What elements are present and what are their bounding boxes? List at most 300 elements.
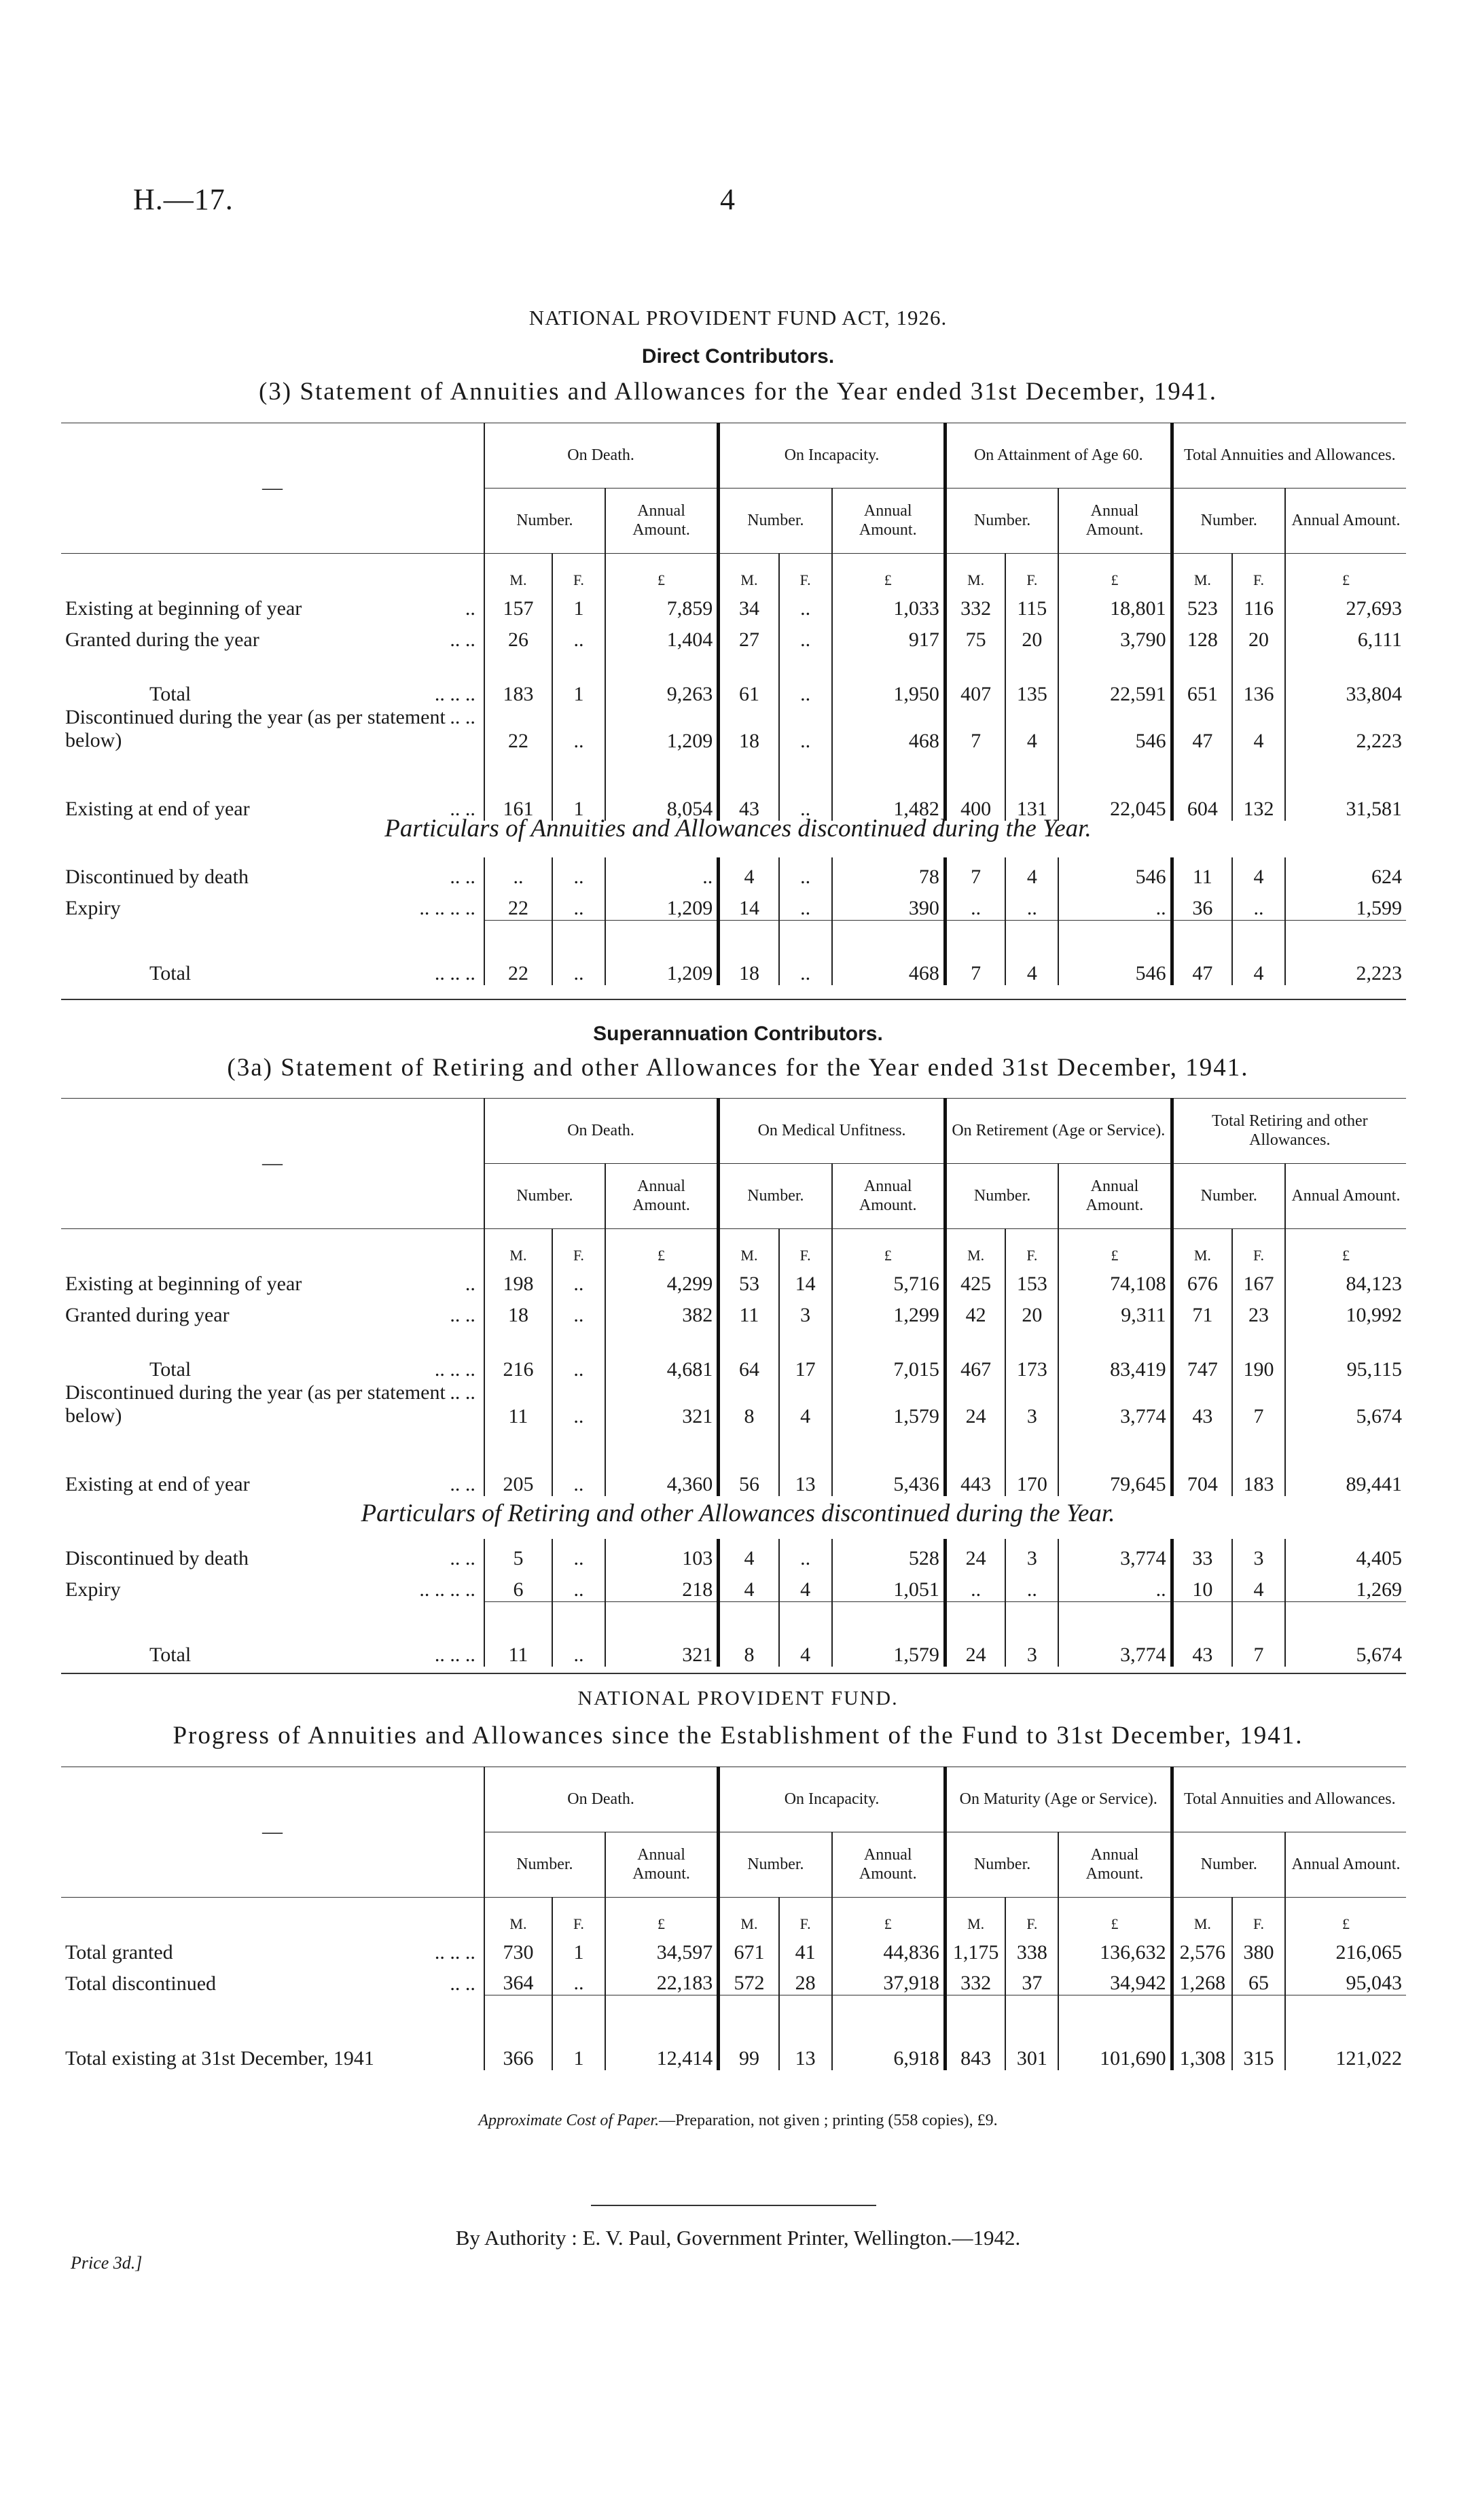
table-cell: 18,801 [1058,589,1172,620]
column-group-header: Total Retiring and other Allowances. [1172,1099,1406,1164]
table-cell: 216,065 [1285,1933,1406,1964]
leader-dots: .. .. [450,1381,475,1404]
column-group-header: On Death. [484,1767,719,1832]
table-cell: 14 [779,1264,832,1296]
table-cell: 43 [1172,1601,1232,1667]
page-number: 4 [720,183,735,216]
table-cell: 3 [1005,1539,1058,1570]
fund-heading: NATIONAL PROVIDENT FUND. [577,1687,899,1709]
table-cell: 7,015 [832,1327,946,1381]
table-cell: 4,360 [605,1428,719,1496]
female-unit: F. [1005,1898,1058,1933]
table-cell: 747 [1172,1327,1232,1381]
table-row [61,920,1406,985]
table-cell: 190 [1232,1327,1285,1381]
statement-3a-title: (3a) Statement of Retiring and other Allowances for the Year ended 31st December, 1941. [227,1054,1249,1082]
male-unit: M. [484,1898,552,1933]
number-header: Number. [945,1164,1058,1229]
annual-amount-header: Annual Amount. [605,1832,719,1898]
pound-unit: £ [1058,554,1172,589]
number-header: Number. [484,1832,605,1898]
table-cell: 5 [484,1539,552,1570]
table-cell: 95,043 [1285,1964,1406,1995]
table-cell: 1,209 [605,706,719,753]
table-cell: 135 [1005,652,1058,706]
table-cell: .. [1232,889,1285,920]
pound-unit: £ [605,1898,719,1933]
table-cell: .. [779,706,832,753]
table-cell: 1 [552,652,605,706]
table-cell: 4 [779,1381,832,1428]
leader-dots: .. .. [450,1972,475,1995]
table-cell: 10 [1172,1570,1232,1601]
table-cell: 89,441 [1285,1428,1406,1496]
table-cell: 20 [1005,620,1058,652]
table-cell: 4 [1005,857,1058,889]
pound-unit: £ [832,1898,946,1933]
table-cell: 6 [484,1570,552,1601]
group-header-row [61,423,1406,489]
statement-3a-table [61,1098,1406,1496]
row-label-cell [61,589,484,620]
number-header: Number. [719,489,832,554]
male-unit: M. [1172,554,1232,589]
table-cell: 75 [945,620,1005,652]
table-row [61,1539,1406,1570]
table-cell: 382 [605,1296,719,1327]
table-cell: 704 [1172,1428,1232,1496]
table-cell: 7 [945,920,1005,985]
table-cell: 22,045 [1058,753,1172,821]
table-cell: 4,405 [1285,1539,1406,1570]
table-cell: 173 [1005,1327,1058,1381]
table-cell: 115 [1005,589,1058,620]
row-label: Total discontinued [65,1972,217,1995]
table-cell: 321 [605,1381,719,1428]
table-cell: 1,051 [832,1570,946,1601]
number-header: Number. [484,1164,605,1229]
table-cell: 3 [1005,1601,1058,1667]
table-row [61,1327,1406,1381]
table-cell: 332 [945,1964,1005,1995]
table-cell: 95,115 [1285,1327,1406,1381]
leader-dots: .. .. .. [434,962,475,984]
table-row [61,1381,1406,1428]
table-cell: 9,263 [605,652,719,706]
female-unit: F. [552,1898,605,1933]
female-unit: F. [1005,554,1058,589]
table-cell: 157 [484,589,552,620]
table-cell: 183 [1232,1428,1285,1496]
female-unit: F. [1232,1229,1285,1264]
table-cell: 5,436 [832,1428,946,1496]
table-cell: 2,223 [1285,920,1406,985]
row-label-cell [61,857,484,889]
table-cell: 8 [719,1381,779,1428]
table-cell: 2,223 [1285,706,1406,753]
stub-header [61,1099,484,1229]
row-label: Existing at end of year [65,797,250,820]
table-cell: 43 [719,753,779,821]
row-label: Discontinued by death [65,866,249,888]
direct-contributors-heading: Direct Contributors. [641,345,835,368]
table-cell: 34,942 [1058,1964,1172,1995]
table-cell: 3 [779,1296,832,1327]
table-cell: 18 [719,920,779,985]
table-cell: 56 [719,1428,779,1496]
table-cell: .. [552,1570,605,1601]
column-group-header: On Incapacity. [719,423,946,489]
table-cell: 3,774 [1058,1539,1172,1570]
table-cell: .. [779,920,832,985]
table-cell: .. [1005,1570,1058,1601]
table-cell: 26 [484,620,552,652]
male-unit: M. [719,1898,779,1933]
table-cell: 5,674 [1285,1381,1406,1428]
leader-dots: .. .. .. [434,682,475,705]
annual-amount-header: Annual Amount. [605,1164,719,1229]
table-row [61,1601,1406,1667]
stub-dash: — [262,1820,283,1843]
table-row [61,1264,1406,1296]
table-cell: 4 [1232,920,1285,985]
row-label-cell [61,1995,484,2070]
annual-amount-header: Annual Amount. [832,489,946,554]
superannuation-contributors-heading: Superannuation Contributors. [593,1023,883,1045]
table-cell: 1,209 [605,920,719,985]
leader-dots: .. .. .. .. [419,897,475,919]
leader-dots: .. .. [450,1303,475,1326]
annual-amount-header: Annual Amount. [1285,1164,1406,1229]
table-cell: 20 [1005,1296,1058,1327]
unit-row [61,554,1406,589]
table-cell: 23 [1232,1296,1285,1327]
table-cell: 78 [832,857,946,889]
printer-authority: By Authority : E. V. Paul, Government Printer, Wellington.—1942. [455,2226,1021,2250]
table-cell: 1,579 [832,1601,946,1667]
table-cell: 4 [1005,706,1058,753]
table-row [61,1995,1406,2070]
number-header: Number. [945,489,1058,554]
table-cell: 11 [484,1601,552,1667]
row-label-cell [61,1381,484,1428]
table-cell: 4 [1232,857,1285,889]
number-header: Number. [719,1832,832,1898]
row-label-cell [61,920,484,985]
column-group-header: On Incapacity. [719,1767,946,1832]
row-label: Total [149,682,192,705]
table-cell: 7 [945,706,1005,753]
table-cell: 10,992 [1285,1296,1406,1327]
table-cell: 44,836 [832,1933,946,1964]
table-cell: 22 [484,920,552,985]
row-label-cell [61,889,484,920]
table-cell: 5,674 [1285,1601,1406,1667]
table-cell: 103 [605,1539,719,1570]
pound-unit: £ [605,554,719,589]
table-cell: 7 [1232,1381,1285,1428]
row-label: Expiry [65,1578,121,1601]
table-cell: .. [552,706,605,753]
table-cell: .. [552,1539,605,1570]
table-cell: .. [552,1296,605,1327]
table-cell: 546 [1058,706,1172,753]
table-cell: 301 [1005,1995,1058,2070]
stub-header [61,423,484,554]
table-cell: 4 [1232,1570,1285,1601]
table-cell: 407 [945,652,1005,706]
table-cell: 468 [832,706,946,753]
table-cell: 24 [945,1601,1005,1667]
table-cell: 467 [945,1327,1005,1381]
pound-unit: £ [832,1229,946,1264]
table-cell: 1 [552,1995,605,2070]
table-cell: .. [1005,889,1058,920]
table-cell: 6,111 [1285,620,1406,652]
row-label: Expiry [65,897,121,919]
row-label-cell [61,1933,484,1964]
table-cell: 27,693 [1285,589,1406,620]
table-cell: 1,404 [605,620,719,652]
table-cell: 4 [719,857,779,889]
table-cell: 1,308 [1172,1995,1232,2070]
progress-title: Progress of Annuities and Allowances since the Establishment of the Fund to 31st December, 1941. [173,1722,1303,1750]
column-group-header: On Attainment of Age 60. [945,423,1172,489]
table-cell: .. [779,753,832,821]
table-cell: 22 [484,889,552,920]
table-cell: 4 [1005,920,1058,985]
table-cell: .. [779,857,832,889]
table-cell: .. [779,1539,832,1570]
stub-dash: — [262,1152,283,1175]
leader-dots: .. .. [450,628,475,651]
table-cell: 4,299 [605,1264,719,1296]
table-cell: 332 [945,589,1005,620]
table-cell: .. [552,857,605,889]
table-cell: 121,022 [1285,1995,1406,2070]
unit-stub [61,1229,484,1264]
table-cell: 17 [779,1327,832,1381]
table-cell: 31,581 [1285,753,1406,821]
male-unit: M. [1172,1898,1232,1933]
pound-unit: £ [1285,554,1406,589]
table-cell: .. [779,652,832,706]
table-cell: 198 [484,1264,552,1296]
table-cell: 4,681 [605,1327,719,1381]
table-cell: 27 [719,620,779,652]
table-cell: .. [552,1381,605,1428]
row-label-cell [61,1964,484,1995]
table-cell: .. [1058,1570,1172,1601]
leader-dots: .. .. .. [434,1644,475,1666]
table-cell: 79,645 [1058,1428,1172,1496]
unit-row [61,1229,1406,1264]
table-cell: 53 [719,1264,779,1296]
unit-stub [61,554,484,589]
table-cell: 468 [832,920,946,985]
row-label: Total [149,1357,192,1381]
table-row [61,1570,1406,1601]
table-cell: 24 [945,1381,1005,1428]
table-cell: .. [945,1570,1005,1601]
table-cell: 7,859 [605,589,719,620]
table-cell: .. [779,889,832,920]
table-cell: 1,299 [832,1296,946,1327]
table-cell: 1,175 [945,1933,1005,1964]
annual-amount-header: Annual Amount. [1058,1832,1172,1898]
table-cell: 83,419 [1058,1327,1172,1381]
table-cell: 730 [484,1933,552,1964]
pound-unit: £ [832,554,946,589]
table-cell: 71 [1172,1296,1232,1327]
pound-unit: £ [1285,1898,1406,1933]
row-label: Total granted [65,1940,173,1964]
pound-unit: £ [1058,1898,1172,1933]
leader-dots: .. .. [450,1472,475,1495]
table-cell: 64 [719,1327,779,1381]
table-cell: 624 [1285,857,1406,889]
number-header: Number. [1172,1832,1285,1898]
table-cell: 4 [719,1539,779,1570]
number-header: Number. [1172,1164,1285,1229]
table-row [61,652,1406,706]
table-cell: .. [779,620,832,652]
table-cell: 390 [832,889,946,920]
row-label: Existing at beginning of year [65,1272,302,1295]
table-cell: 604 [1172,753,1232,821]
table-cell: 47 [1172,920,1232,985]
row-label: Granted during the year [65,628,259,651]
table-cell: 11 [1172,857,1232,889]
row-label-cell [61,1296,484,1327]
cost-label: Approximate Cost of Paper. [478,2112,660,2129]
leader-dots: .. .. [450,1547,475,1569]
row-label: Discontinued during the year (as per statement below) [65,1381,446,1427]
statement-3-discontinued-table [61,857,1406,985]
table-cell: 843 [945,1995,1005,2070]
table-cell: 7 [1232,1601,1285,1667]
male-unit: M. [945,1898,1005,1933]
table-cell: 1,269 [1285,1570,1406,1601]
table-cell: 338 [1005,1933,1058,1964]
table-cell: 364 [484,1964,552,1995]
table-cell: 18 [484,1296,552,1327]
table-cell: 18 [719,706,779,753]
table-cell: .. [552,1428,605,1496]
table-cell: 42 [945,1296,1005,1327]
table-cell: 37,918 [832,1964,946,1995]
table-cell: 24 [945,1539,1005,1570]
row-label: Discontinued by death [65,1547,249,1569]
table-cell: 22 [484,706,552,753]
stub-dash: — [262,476,283,499]
row-label-cell [61,620,484,652]
row-label-cell [61,1264,484,1296]
leader-dots: .. .. [450,705,475,728]
table-cell: 13 [779,1428,832,1496]
table-cell: 572 [719,1964,779,1995]
table-cell: 5,716 [832,1264,946,1296]
number-header: Number. [484,489,605,554]
row-label-cell [61,1570,484,1601]
table-cell: 65 [1232,1964,1285,1995]
group-header-row [61,1099,1406,1164]
table-cell: .. [605,857,719,889]
table-cell: 1 [552,1933,605,1964]
table-cell: 3 [1232,1539,1285,1570]
statement-3a-discontinued-table [61,1539,1406,1667]
table-cell: 8 [719,1601,779,1667]
table-cell: 14 [719,889,779,920]
annual-amount-header: Annual Amount. [1285,489,1406,554]
row-label-cell [61,706,484,753]
table-cell: 1,033 [832,589,946,620]
table-cell: .. [552,1964,605,1995]
leader-dots: .. [465,597,475,620]
table-cell: 101,690 [1058,1995,1172,2070]
unit-stub [61,1898,484,1933]
table-cell: 380 [1232,1933,1285,1964]
table-cell: 36 [1172,889,1232,920]
table-row [61,706,1406,753]
male-unit: M. [719,1229,779,1264]
table-row [61,889,1406,920]
table-cell: 132 [1232,753,1285,821]
female-unit: F. [552,554,605,589]
table-cell: 1 [552,589,605,620]
statement-3-particulars-heading: Particulars of Annuities and Allowances discontinued during the Year. [384,815,1092,842]
column-group-header: Total Annuities and Allowances. [1172,423,1406,489]
column-group-header: On Maturity (Age or Service). [945,1767,1172,1832]
table-cell: .. [1058,889,1172,920]
table-cell: 153 [1005,1264,1058,1296]
table-cell: 400 [945,753,1005,821]
table-cell: 1,209 [605,889,719,920]
section-rule [61,1673,1406,1674]
table-cell: 170 [1005,1428,1058,1496]
male-unit: M. [945,554,1005,589]
table-cell: 33 [1172,1539,1232,1570]
table-cell: 13 [779,1995,832,2070]
table-cell: 4 [779,1570,832,1601]
row-label: Total existing at 31st December, 1941 [65,2046,374,2070]
table-cell: 84,123 [1285,1264,1406,1296]
row-label: Existing at end of year [65,1472,250,1495]
table-cell: 8,054 [605,753,719,821]
table-cell: 1 [552,753,605,821]
male-unit: M. [484,1229,552,1264]
male-unit: M. [1172,1229,1232,1264]
annual-amount-header: Annual Amount. [832,1164,946,1229]
table-row [61,620,1406,652]
table-cell: 218 [605,1570,719,1601]
annual-amount-header: Annual Amount. [1285,1832,1406,1898]
table-cell: 12,414 [605,1995,719,2070]
table-cell: 4 [719,1570,779,1601]
table-row [61,857,1406,889]
document-reference: H.—17. [133,183,234,216]
row-label: Existing at beginning of year [65,597,302,620]
leader-dots: .. .. [450,866,475,888]
row-label: Total [149,962,192,984]
table-cell: 128 [1172,620,1232,652]
table-cell: 917 [832,620,946,652]
table-cell: .. [484,857,552,889]
row-label: Discontinued during the year (as per statement below) [65,705,446,751]
table-cell: .. [552,1601,605,1667]
table-cell: 61 [719,652,779,706]
table-row [61,753,1406,821]
